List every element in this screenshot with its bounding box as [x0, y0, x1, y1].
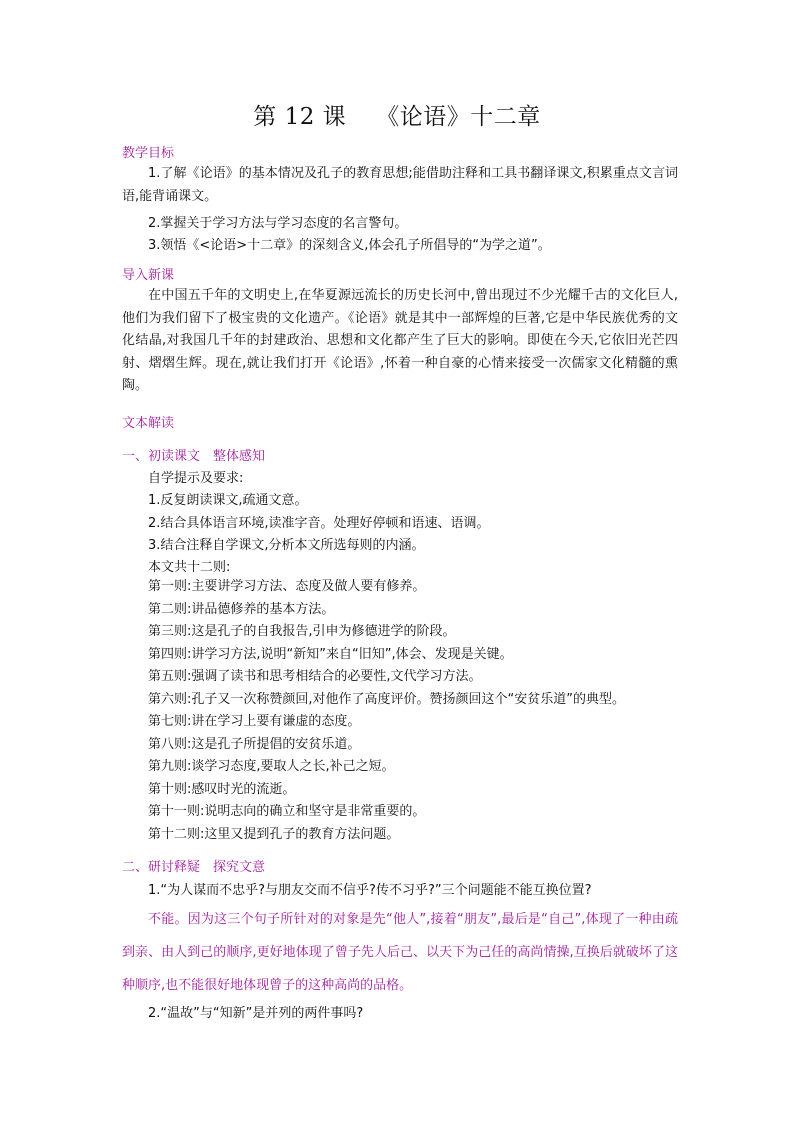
list-item: 第八则:这是孔子所提倡的安贫乐道。	[148, 736, 361, 752]
summary-label: 本文共十二则:	[148, 560, 231, 575]
list-item: 第十则:感叹时光的流逝。	[148, 781, 296, 797]
list-item: 第五则:强调了读书和思考相结合的必要性,文代学习方法。	[148, 669, 482, 684]
intro-paragraph: 在中国五千年的文明史上,在华夏源远流长的历史长河中,曾出现过不少光耀千古的文化巨人,他们为我们留下了极宝贵的文化遗产。《论语》就是其中一部辉煌的巨著,它是中华民族优秀的文化结晶,对我国几千年的封建政治、思想和文化都产生了巨大的影响。即使在今天,它依旧光芒四射、熠熠生辉。现在,就让我们打开《论语》,怀着一种自豪的心情来接受一次儒家文化精髓的熏陶。	[122, 288, 678, 393]
list-item: 第一则:主要讲学习方法、态度及做人要有修养。	[148, 579, 426, 594]
question-1: 1.“为人谋而不忠乎?与朋友交而不信乎?传不习乎?”三个问题能不能互换位置?	[148, 883, 592, 898]
goal-item-1: 1.了解《论语》的基本情况及孔子的教育思想;能借助注释和工具书翻译课文,积累重点文言词语,能背诵课文。	[122, 166, 678, 204]
list-item: 第十一则:说明志向的确立和坚守是非常重要的。	[148, 804, 426, 819]
goals-heading: 教学目标	[122, 146, 175, 161]
list-item: 第十二则:这里又提到孔子的教育方法问题。	[148, 826, 400, 842]
list-item: 第六则:孔子又一次称赞颜回,对他作了高度评价。赞扬颜回这个“安贫乐道”的典型。	[148, 691, 625, 707]
list-item: 第三则:这是孔子的自我报告,引申为修德进学的阶段。	[148, 624, 456, 639]
part2-heading: 二、研讨释疑 探究文意	[122, 860, 266, 875]
part1-heading: 一、初读课文 整体感知	[122, 449, 266, 464]
chapter-summary-list	[148, 576, 625, 846]
answer-1: 不能。因为这三个句子所针对的对象是先“他人”,接着“朋友”,最后是“自己”,体现了一种由疏到亲、由人到己的顺序,更好地体现了曾子先人后己、以天下为己任的高尚情操,互换后就破坏了这种顺序,也不能很好地体现曾子的这种高尚的品格。	[122, 912, 678, 993]
list-item: 第七则:讲在学习上要有谦虚的态度。	[148, 714, 361, 729]
goal-item-3: 3.领悟《<论语>十二章》的深刻含义,体会孔子所倡导的“为学之道”。	[148, 238, 551, 253]
lesson-name: 《论语》十二章	[376, 104, 541, 130]
list-item: 第四则:讲学习方法,说明“新知”来自“旧知”,体会、发现是关键。	[148, 646, 513, 662]
question-2: 2.“温故”与“知新”是并列的两件事吗?	[148, 1006, 364, 1021]
list-item: 第九则:谈学习态度,要取人之长,补己之短。	[148, 759, 395, 774]
reading-heading: 文本解读	[122, 416, 175, 431]
self-study-prompt: 自学提示及要求:	[148, 471, 244, 486]
requirement-2: 2.结合具体语言环境,读准字音。处理好停顿和语速、语调。	[148, 516, 490, 531]
page-title	[0, 98, 794, 131]
requirement-1: 1.反复朗读课文,疏通文意。	[148, 493, 308, 508]
goal-item-2: 2.掌握关于学习方法与学习态度的名言警句。	[148, 216, 408, 231]
lesson-number: 第 12 课	[253, 104, 347, 130]
intro-heading: 导入新课	[122, 268, 175, 283]
requirement-3: 3.结合注释自学课文,分析本文所选每则的内涵。	[148, 538, 425, 553]
list-item: 第二则:讲品德修养的基本方法。	[148, 601, 335, 617]
